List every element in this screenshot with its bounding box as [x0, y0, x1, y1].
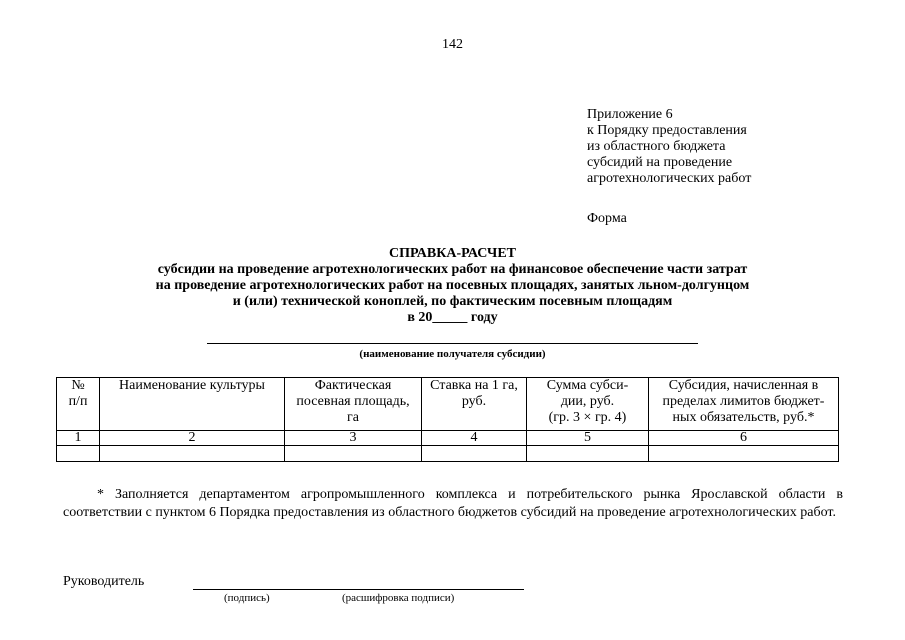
- header-cell-crop: Наименование культуры: [100, 378, 285, 431]
- table-column-number-row: [57, 431, 839, 446]
- header-cell-area: Фактическая посевная площадь, га: [285, 378, 422, 431]
- footnote-text: * Заполняется департаментом агропромышленного комплекса и потребительского рынка Ярославской области в соответствии с пунктом 6 Порядка предоставления из областного бюджетов субсидий на проведение агротехнологических работ.: [63, 487, 843, 520]
- column-number-cell: 3: [285, 431, 422, 446]
- appendix-line: Приложение 6: [587, 107, 673, 122]
- appendix-line: агротехнологических работ: [587, 171, 752, 186]
- table-cell: [100, 446, 285, 462]
- document-title: [40, 246, 865, 326]
- calculation-table: [56, 377, 839, 462]
- form-label: Форма: [587, 211, 627, 226]
- appendix-block: [587, 107, 751, 187]
- header-cell-rate: Ставка на 1 га, руб.: [422, 378, 527, 431]
- title-line: и (или) технической коноплей, по фактическим посевным площадям: [232, 294, 673, 309]
- table-cell: [285, 446, 422, 462]
- appendix-line: из областного бюджета: [587, 139, 726, 154]
- appendix-line: субсидий на проведение: [587, 155, 733, 170]
- title-line: на проведение агротехнологических работ на посевных площадях, занятых льном-долгунцом: [155, 278, 750, 293]
- header-cell-subsidy-sum: Сумма субси- дии, руб. (гр. 3 × гр. 4): [527, 378, 649, 431]
- appendix-line: к Порядку предоставления: [587, 123, 747, 138]
- signature-line: [193, 589, 524, 590]
- footnote: [63, 486, 843, 522]
- head-label: Руководитель: [63, 574, 145, 589]
- recipient-caption: (наименование получателя субсидии): [359, 348, 546, 360]
- column-number-cell: 6: [649, 431, 839, 446]
- table-cell: [527, 446, 649, 462]
- column-number-cell: 1: [57, 431, 100, 446]
- table-cell: [57, 446, 100, 462]
- title-heading: СПРАВКА-РАСЧЕТ: [388, 246, 517, 261]
- title-line-year: в 20_____ году: [407, 310, 498, 325]
- page-number: 142: [442, 37, 463, 52]
- header-cell-number: № п/п: [57, 378, 100, 431]
- signature-decoding-caption: (расшифровка подписи): [342, 592, 455, 604]
- header-cell-subsidy-accrued: Субсидия, начисленная в пределах лимитов бюджет- ных обязательств, руб.*: [649, 378, 839, 431]
- recipient-name-line: [207, 343, 698, 344]
- column-number-cell: 2: [100, 431, 285, 446]
- signature-caption: (подпись): [224, 592, 270, 604]
- table-row: [57, 446, 839, 462]
- table-cell: [422, 446, 527, 462]
- table-header-row: [57, 378, 839, 431]
- column-number-cell: 4: [422, 431, 527, 446]
- column-number-cell: 5: [527, 431, 649, 446]
- table-cell: [649, 446, 839, 462]
- title-line: субсидии на проведение агротехнологических работ на финансовое обеспечение части затрат: [157, 262, 748, 277]
